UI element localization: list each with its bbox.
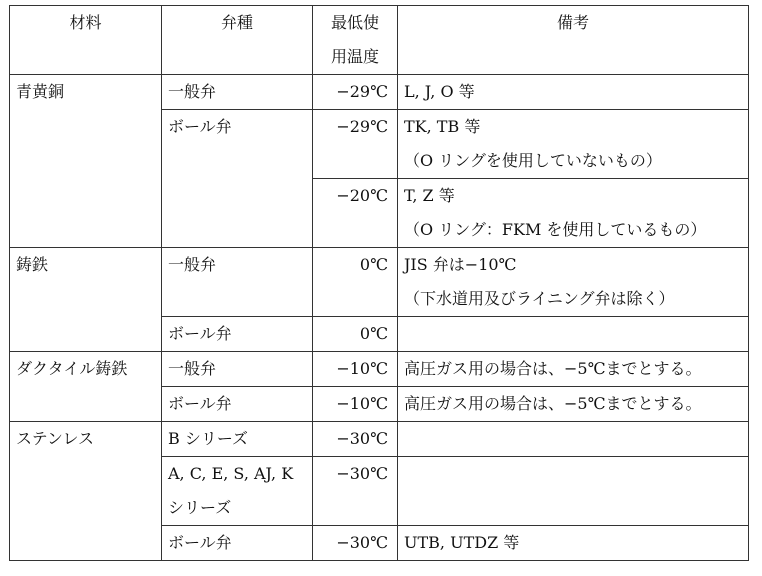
notes-cell bbox=[398, 317, 749, 352]
header-notes: 備考 bbox=[398, 6, 749, 75]
material-cell: ダクタイル鋳鉄 bbox=[10, 352, 162, 422]
table-row bbox=[10, 75, 749, 110]
valve-type-cell: ボール弁 bbox=[162, 387, 313, 422]
valve-type-cell: ボール弁 bbox=[162, 526, 313, 561]
min-temp-cell: −10℃ bbox=[313, 352, 398, 387]
valve-temperature-table-container bbox=[9, 5, 749, 561]
notes-line: T, Z 等 bbox=[404, 186, 455, 205]
valve-type-line: A, C, E, S, AJ, K bbox=[168, 464, 294, 483]
min-temp-cell: −29℃ bbox=[313, 110, 398, 179]
valve-type-line: シリーズ bbox=[168, 498, 232, 517]
notes-cell: UTB, UTDZ 等 bbox=[398, 526, 749, 561]
table-row bbox=[10, 422, 749, 457]
notes-cell: 高圧ガス用の場合は、−5℃までとする。 bbox=[398, 387, 749, 422]
notes-cell: L, J, O 等 bbox=[398, 75, 749, 110]
valve-type-cell bbox=[162, 457, 313, 526]
notes-cell bbox=[398, 457, 749, 526]
header-min-temp-line2: 用温度 bbox=[330, 47, 379, 66]
valve-type-cell: B シリーズ bbox=[162, 422, 313, 457]
header-material: 材料 bbox=[10, 6, 162, 75]
valve-type-cell: ボール弁 bbox=[162, 110, 313, 248]
min-temp-cell: −30℃ bbox=[313, 422, 398, 457]
valve-temperature-table bbox=[9, 5, 749, 561]
material-cell: ステンレス bbox=[10, 422, 162, 561]
min-temp-cell: −20℃ bbox=[313, 179, 398, 248]
min-temp-cell: −10℃ bbox=[313, 387, 398, 422]
valve-type-cell: 一般弁 bbox=[162, 352, 313, 387]
notes-line: JIS 弁は−10℃ bbox=[404, 255, 517, 274]
table-row bbox=[10, 352, 749, 387]
material-cell: 青黄銅 bbox=[10, 75, 162, 248]
min-temp-cell: 0℃ bbox=[313, 317, 398, 352]
notes-line: （下水道用及びライニング弁は除く） bbox=[404, 289, 675, 308]
notes-cell bbox=[398, 179, 749, 248]
notes-line: TK, TB 等 bbox=[404, 117, 481, 136]
min-temp-cell: −30℃ bbox=[313, 457, 398, 526]
valve-type-cell: 一般弁 bbox=[162, 75, 313, 110]
notes-cell bbox=[398, 248, 749, 317]
notes-line: （O リング：FKM を使用しているもの） bbox=[404, 220, 707, 239]
notes-line: （O リングを使用していないもの） bbox=[404, 151, 662, 170]
header-valve-type: 弁種 bbox=[162, 6, 313, 75]
header-row bbox=[10, 6, 749, 75]
notes-cell bbox=[398, 422, 749, 457]
material-cell: 鋳鉄 bbox=[10, 248, 162, 352]
table-row bbox=[10, 248, 749, 317]
min-temp-cell: −29℃ bbox=[313, 75, 398, 110]
header-min-temp bbox=[313, 6, 398, 75]
valve-type-cell: ボール弁 bbox=[162, 317, 313, 352]
min-temp-cell: 0℃ bbox=[313, 248, 398, 317]
min-temp-cell: −30℃ bbox=[313, 526, 398, 561]
notes-cell: 高圧ガス用の場合は、−5℃までとする。 bbox=[398, 352, 749, 387]
header-min-temp-line1: 最低使 bbox=[330, 13, 379, 32]
notes-cell bbox=[398, 110, 749, 179]
valve-type-cell: 一般弁 bbox=[162, 248, 313, 317]
